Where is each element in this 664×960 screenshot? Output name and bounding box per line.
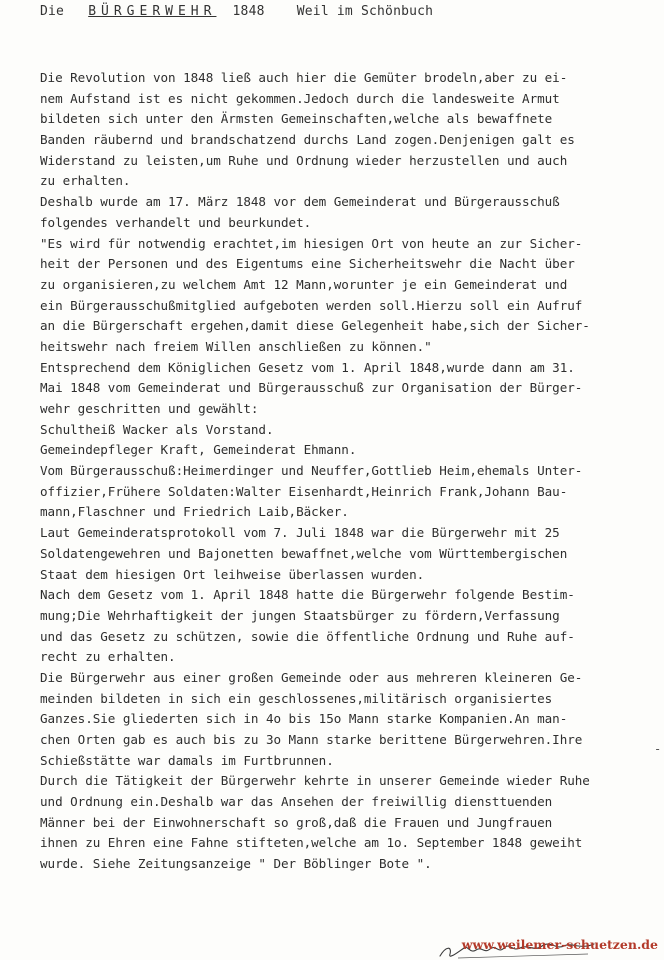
text-line: und Ordnung ein.Deshalb war das Ansehen der freiwillig diensttuenden bbox=[40, 794, 553, 810]
text-line: Schultheiß Wacker als Vorstand. bbox=[40, 421, 274, 437]
text-line: Laut Gemeinderatsprotokoll vom 7. Juli 1848 war die Bürgerwehr mit 25 bbox=[40, 525, 560, 541]
text-line: Mai 1848 vom Gemeinderat und Bürgerausschuß zur Organisation der Bürger- bbox=[40, 380, 583, 396]
margin-mark: - bbox=[654, 742, 662, 756]
text-line: recht zu erhalten. bbox=[40, 649, 176, 665]
text-line: Gemeindepfleger Kraft, Gemeinderat Ehmann. bbox=[40, 442, 357, 458]
text-line: an die Bürgerschaft ergehen,damit diese Gelegenheit habe,sich der Sicher- bbox=[40, 318, 590, 334]
text-line: mung;Die Wehrhaftigkeit der jungen Staatsbürger zu fördern,Verfassung bbox=[40, 607, 560, 623]
text-line: Staat dem hiesigen Ort leihweise überlassen wurden. bbox=[40, 566, 425, 582]
text-line: Entsprechend dem Königlichen Gesetz vom 1. April 1848,wurde dann am 31. bbox=[40, 359, 575, 375]
text-line: zu organisieren,zu welchem Amt 12 Mann,worunter je ein Gemeinderat und bbox=[40, 276, 568, 292]
header-year: 1848 bbox=[232, 4, 265, 19]
text-line: bildeten sich unter den Ärmsten Gemeinschaften,welche als bewaffnete bbox=[40, 111, 553, 127]
text-line: Schießstätte war damals im Furtbrunnen. bbox=[40, 752, 334, 768]
text-line: folgendes verhandelt und beurkundet. bbox=[40, 214, 312, 230]
text-line: Widerstand zu leisten,um Ruhe und Ordnung wieder herzustellen und auch bbox=[40, 152, 568, 168]
text-line: Durch die Tätigkeit der Bürgerwehr kehrte in unserer Gemeinde wieder Ruhe bbox=[40, 773, 590, 789]
header-prefix: Die bbox=[40, 4, 65, 19]
text-line: heit der Personen und des Eigentums eine Sicherheitswehr die Nacht über bbox=[40, 256, 575, 272]
header-place: Weil im Schönbuch bbox=[296, 4, 434, 19]
header-title: BÜRGERWEHR bbox=[88, 4, 217, 19]
website-watermark: www.weilemer-schuetzen.de bbox=[461, 937, 658, 952]
text-line: Banden räubernd und brandschatzend durchs Land zogen.Denjenigen galt es bbox=[40, 132, 575, 148]
text-line: Die Revolution von 1848 ließ auch hier die Gemüter brodeln,aber zu ei- bbox=[40, 70, 568, 85]
text-line: meinden bildeten in sich ein geschlossenes,militärisch organisiertes bbox=[40, 690, 553, 706]
text-line: Vom Bürgerausschuß:Heimerdinger und Neuffer,Gottlieb Heim,ehemals Unter- bbox=[40, 463, 583, 479]
text-line: heitswehr nach freiem Willen anschließen zu können." bbox=[40, 338, 432, 354]
text-line: ein Bürgerausschußmitglied aufgeboten werden soll.Hierzu soll ein Aufruf bbox=[40, 297, 583, 313]
text-line: Nach dem Gesetz vom 1. April 1848 hatte die Bürgerwehr folgende Bestim- bbox=[40, 587, 575, 603]
text-line: "Es wird für notwendig erachtet,im hiesigen Ort von heute an zur Sicher- bbox=[40, 235, 583, 251]
text-line: mann,Flaschner und Friedrich Laib,Bäcker. bbox=[40, 504, 349, 520]
text-line: Die Bürgerwehr aus einer großen Gemeinde oder aus mehreren kleineren Ge- bbox=[40, 669, 583, 685]
text-line: Deshalb wurde am 17. März 1848 vor dem Gemeinderat und Bürgerausschuß bbox=[40, 194, 560, 210]
text-line: zu erhalten. bbox=[40, 173, 131, 189]
text-line: Männer bei der Einwohnerschaft so groß,daß die Frauen und Jungfrauen bbox=[40, 814, 553, 830]
document-header bbox=[40, 4, 433, 19]
text-line: Soldatengewehren und Bajonetten bewaffnet,welche vom Württembergischen bbox=[40, 545, 568, 561]
text-line: wehr geschritten und gewählt: bbox=[40, 401, 259, 416]
document-body bbox=[40, 68, 658, 875]
text-line: nem Aufstand ist es nicht gekommen.Jedoch durch die landesweite Armut bbox=[40, 90, 560, 106]
text-line: offizier,Frühere Soldaten:Walter Eisenhardt,Heinrich Frank,Johann Bau- bbox=[40, 483, 568, 499]
text-line: ihnen zu Ehren eine Fahne stifteten,welche am 1o. September 1848 geweiht bbox=[40, 835, 583, 851]
text-line: chen Orten gab es auch bis zu 3o Mann starke berittene Bürgerwehren.Ihre bbox=[40, 732, 583, 747]
text-line: wurde. Siehe Zeitungsanzeige " Der Böblinger Bote ". bbox=[40, 856, 432, 872]
text-line: und das Gesetz zu schützen, sowie die öffentliche Ordnung und Ruhe auf- bbox=[40, 628, 575, 644]
text-line: Ganzes.Sie gliederten sich in 4o bis 15o Mann starke Kompanien.An man- bbox=[40, 711, 568, 727]
